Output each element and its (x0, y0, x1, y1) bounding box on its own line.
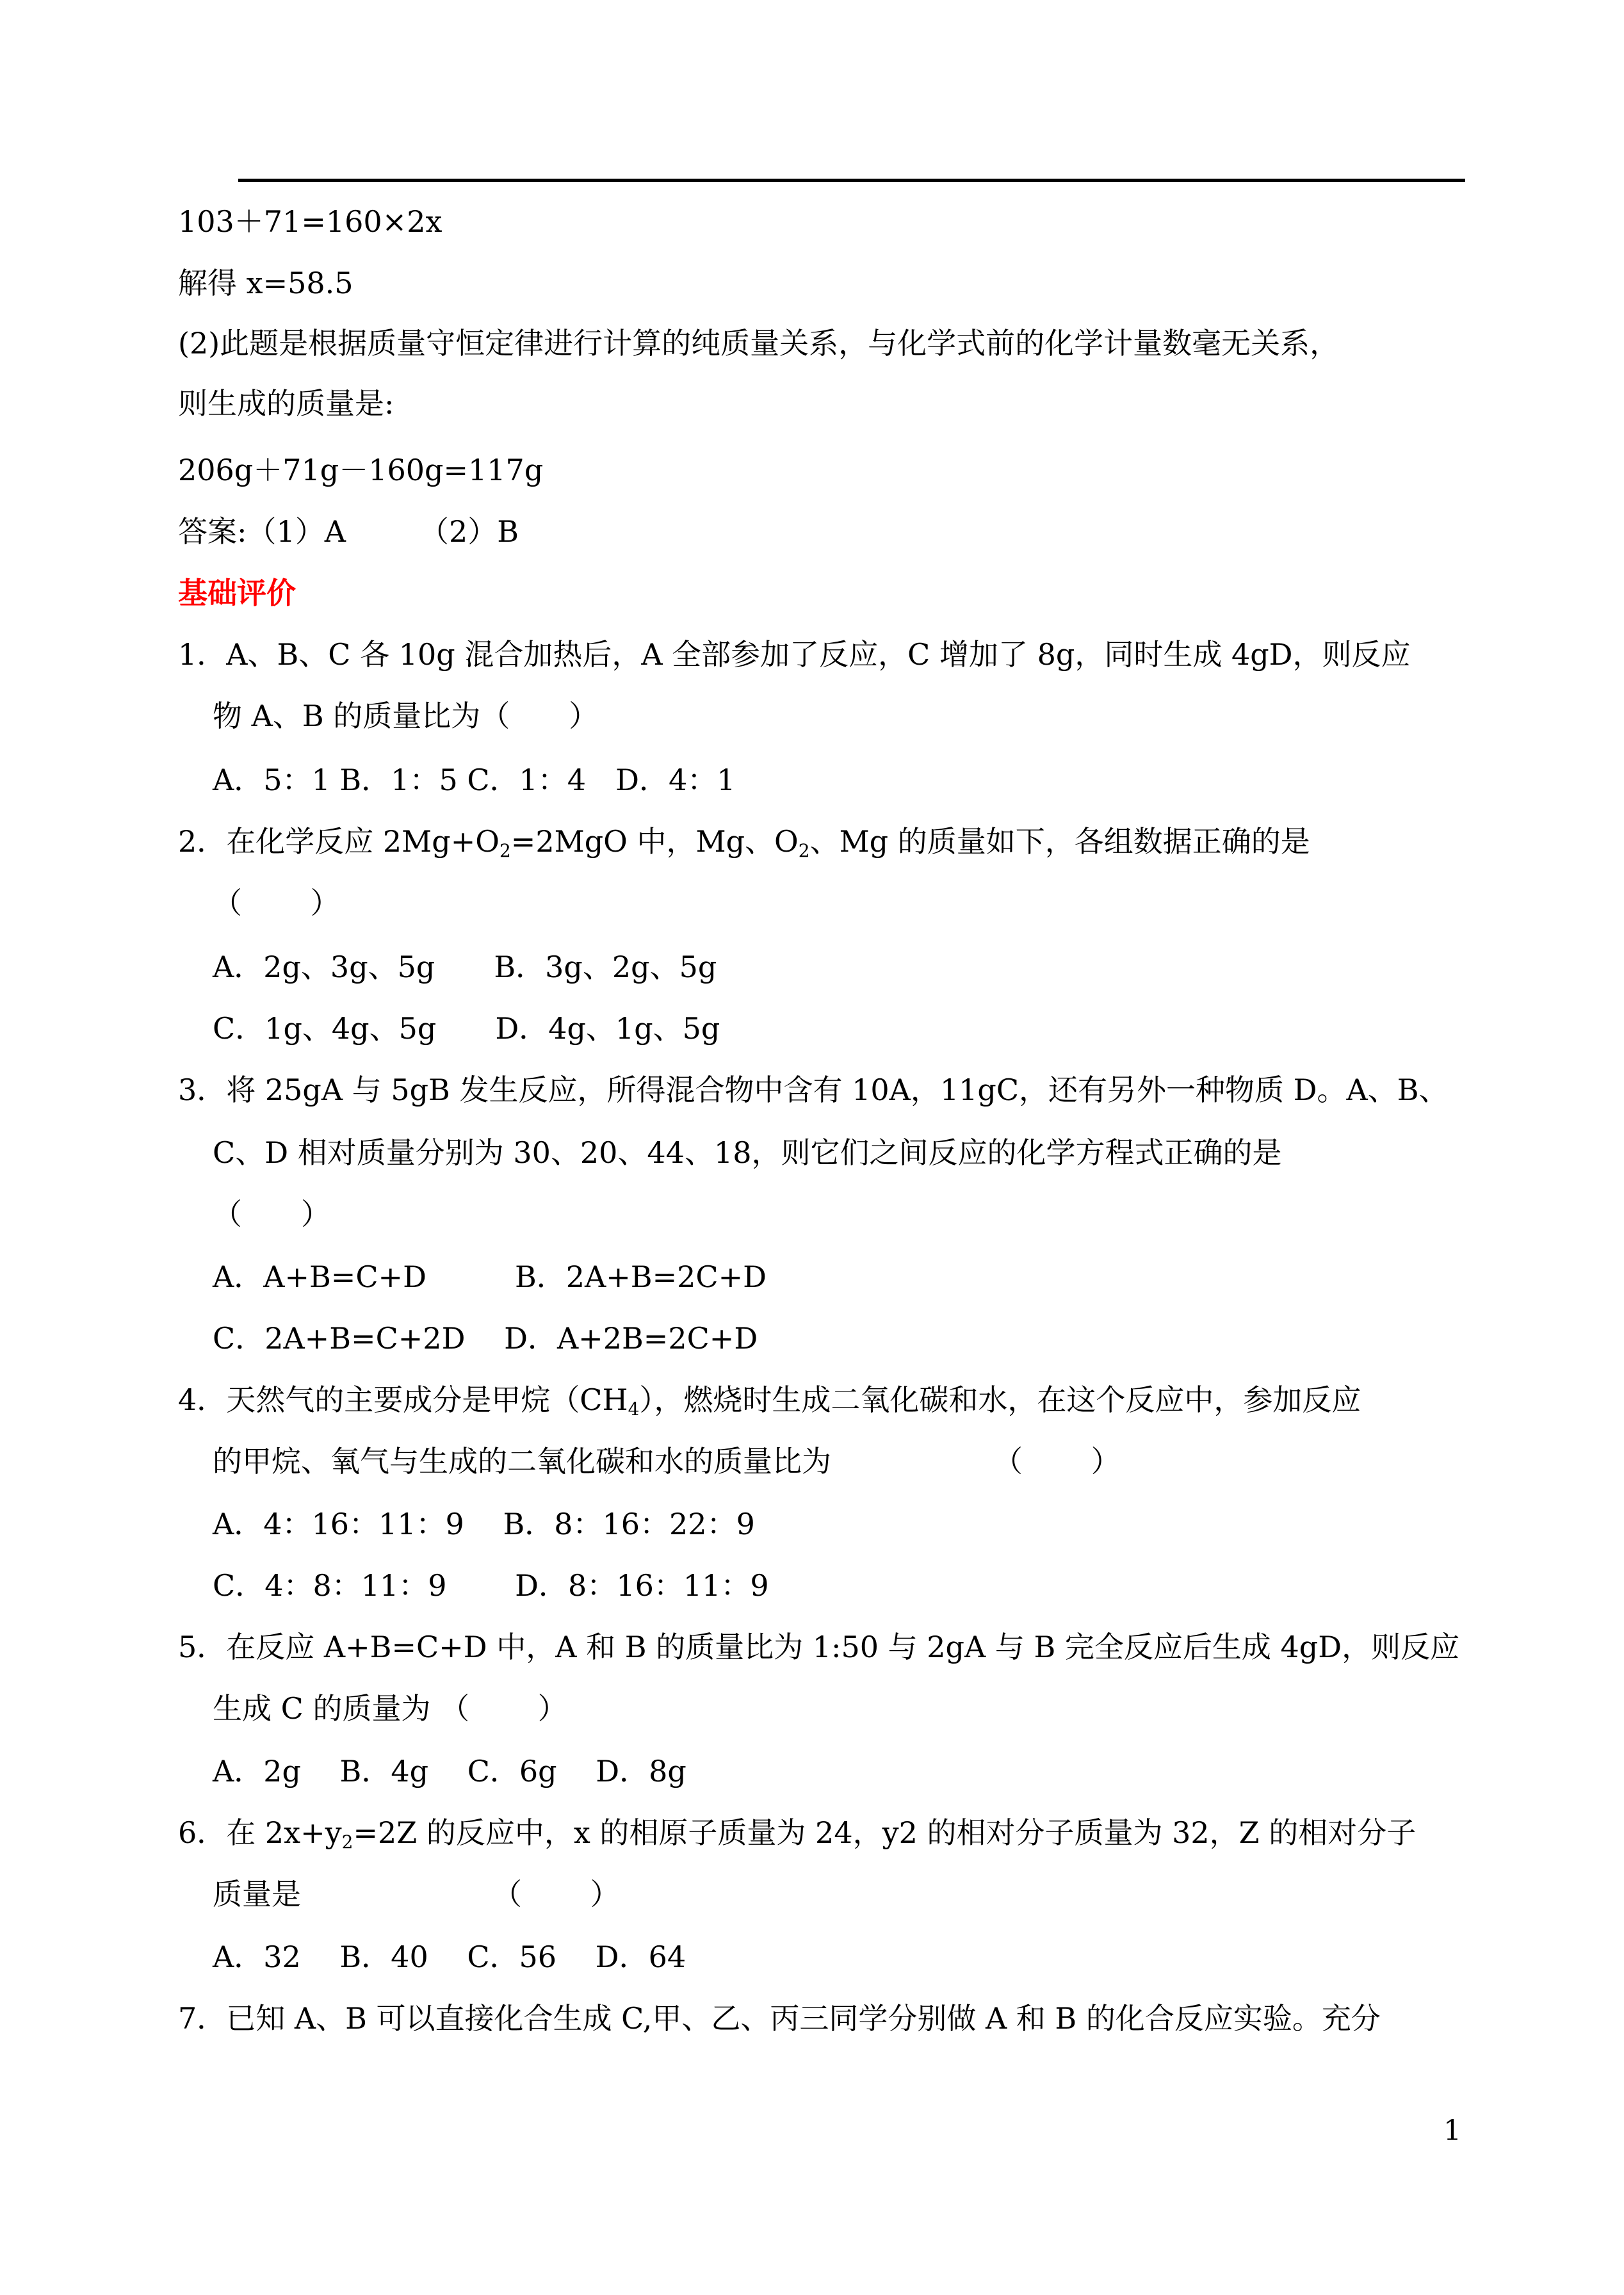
question-3-line-1: 3．将 25gA 与 5gB 发生反应，所得混合物中含有 10A，11gC，还有另外一种物质 D。A、B、 (178, 1073, 1449, 1107)
question-3-options-1: A．A+B=C+D B．2A+B=2C+D (213, 1260, 767, 1294)
question-4-options-2: C．4：8：11：9 D．8：16：11：9 (213, 1568, 769, 1603)
question-6-line-2: 质量是 （ ） (213, 1877, 620, 1911)
question-5-line-2: 生成 C 的质量为 （ ） (213, 1691, 567, 1726)
question-2-options-1: A．2g、3g、5g B．3g、2g、5g (213, 950, 717, 984)
question-7-line-1: 7．已知 A、B 可以直接化合生成 C,甲、乙、丙三同学分别做 A 和 B 的化合反应实验。充分 (178, 2001, 1381, 2036)
question-4-line-2: 的甲烷、氧气与生成的二氧化碳和水的质量比为 （ ） (213, 1444, 1121, 1479)
question-2-options-2: C．1g、4g、5g D．4g、1g、5g (213, 1011, 720, 1046)
question-3-line-2: C、D 相对质量分别为 30、20、44、18，则它们之间反应的化学方程式正确的是 (213, 1135, 1282, 1170)
question-5-line-1: 5．在反应 A+B=C+D 中，A 和 B 的质量比为 1:50 与 2gA 与 B 完全反应后生成 4gD，则反应 (178, 1630, 1460, 1664)
explanation-line-1: (2)此题是根据质量守恒定律进行计算的纯质量关系，与化学式前的化学计量数毫无关系， (178, 326, 1340, 361)
question-5-options: A．2g B．4g C．6g D．8g (213, 1754, 686, 1788)
explanation-line-2: 则生成的质量是: (178, 386, 394, 421)
equation-line: 103＋71=160×2x (178, 204, 443, 239)
question-2-line-2: （ ） (213, 886, 340, 920)
question-1-line-2: 物 A、B 的质量比为（ ） (213, 699, 599, 733)
question-3-line-3: （ ） (213, 1197, 330, 1231)
question-4-line-1: 4．天然气的主要成分是甲烷$(CH_4)$，燃烧时生成二氧化碳和水，在这个反应中，参加反应 (178, 1383, 1361, 1420)
header-rule (238, 179, 1465, 182)
question-2-line-1: 2．在化学反应 $2Mg+O_2=2MgO$ 中，Mg、$O_2$、Mg 的质量如下，各组数据正确的是 (178, 824, 1310, 861)
question-4-options-1: A．4：16：11：9 B．8：16：22：9 (213, 1507, 755, 1541)
question-1-line-1: 1．A、B、C 各 10g 混合加热后，A 全部参加了反应，C 增加了 8g，同时生成 4gD，则反应 (178, 637, 1411, 672)
answer-line: 答案:（1）A （2）B (178, 514, 519, 549)
calculation-line: 206g＋71g－160g=117g (178, 453, 544, 487)
section-title: 基础评价 (178, 576, 296, 610)
question-6-options: A．32 B．40 C．56 D．64 (213, 1940, 686, 1974)
page-number: 1 (1443, 2114, 1461, 2147)
solution-line: 解得 x=58.5 (178, 266, 353, 300)
question-1-options: A．5：1 B．1：5 C．1：4 D．4：1 (213, 763, 736, 797)
question-3-options-2: C．2A+B=C+2D D．A+2B=2C+D (213, 1321, 758, 1356)
question-6-line-1: 6．在 $2x+y_2=2Z$ 的反应中，x 的相原子质量为 24，y2 的相对分子质量为 32，Z 的相对分子 (178, 1815, 1417, 1853)
